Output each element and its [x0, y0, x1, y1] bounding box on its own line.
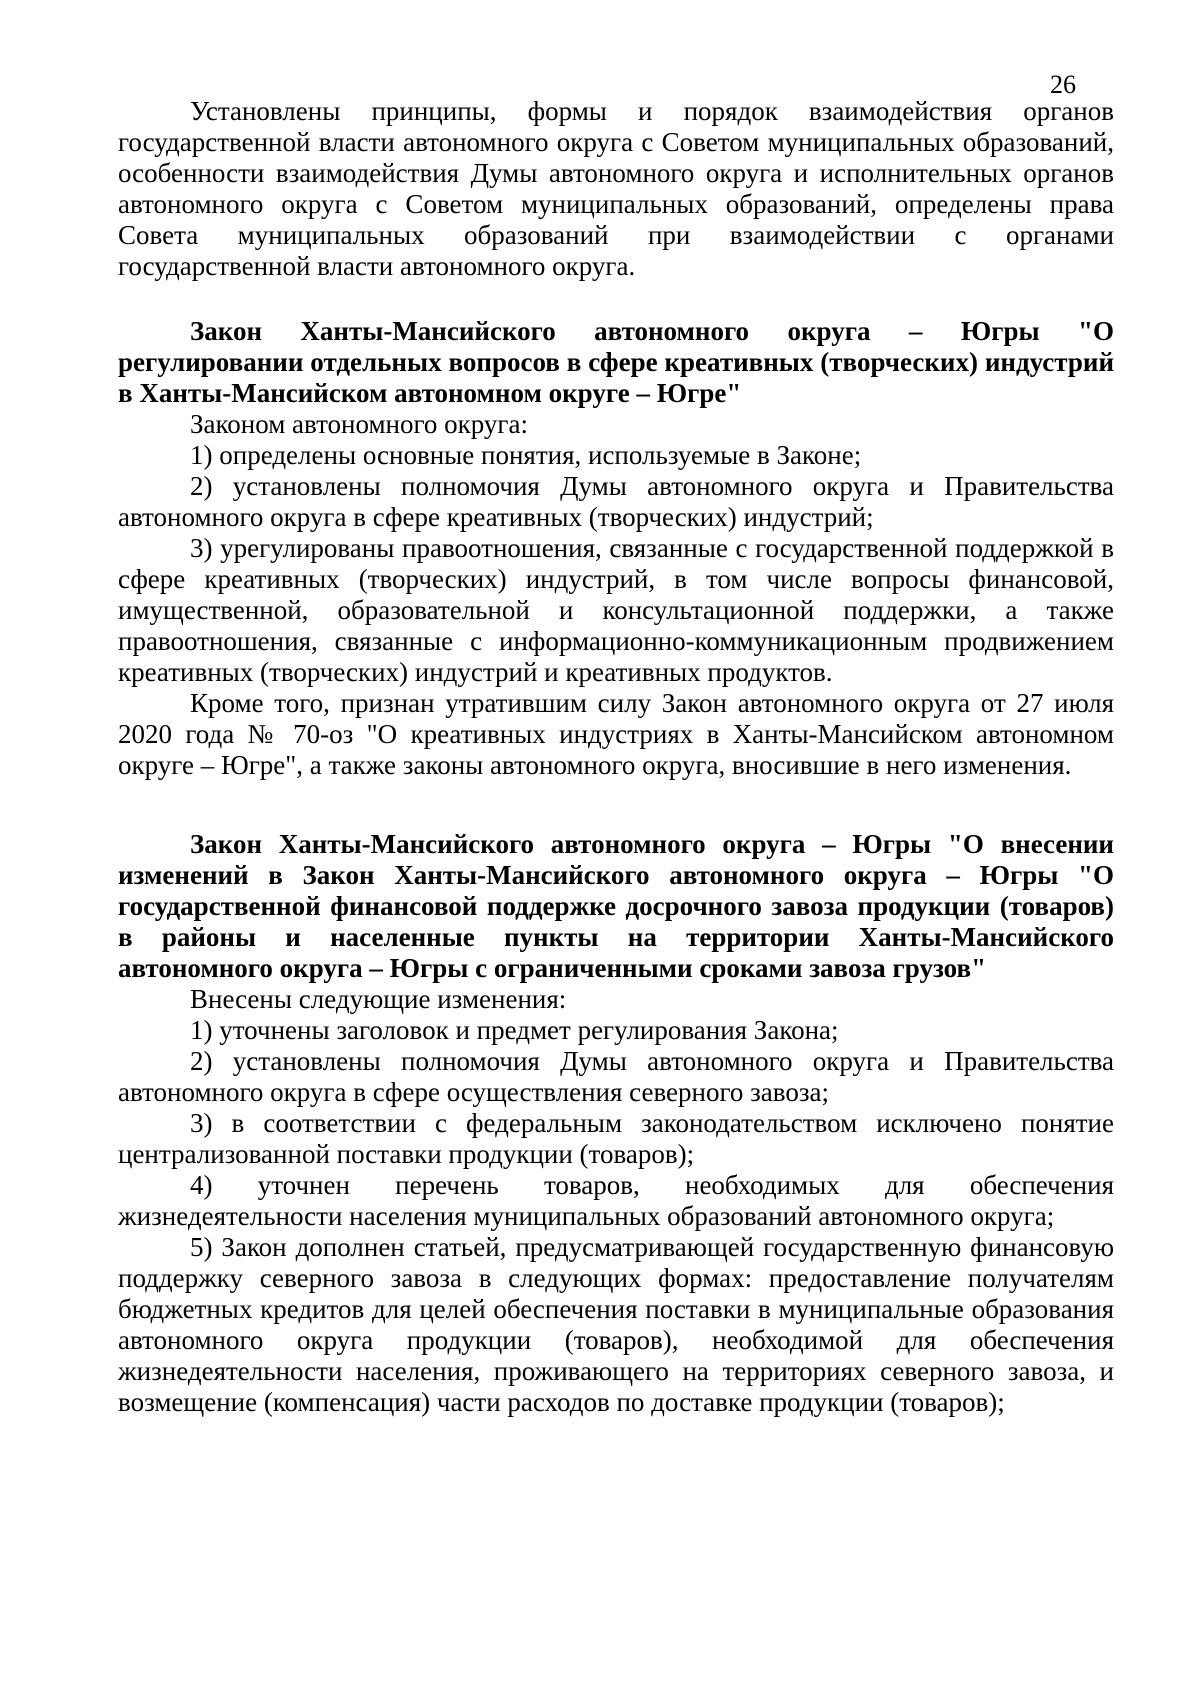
- list-item: 2) установлены полномочия Думы автономного округа и Правительства автономного округа в сфере креативных (творческих) индустрий;: [118, 471, 1114, 532]
- section-northern-delivery-law: [118, 829, 1114, 1418]
- law-note-repeal: Кроме того, признан утратившим силу Закон автономного округа от 27 июля 2020 года № 70-оз "О креативных индустриях в Ханты-Мансийском автономном округе – Югре", а также законы автономного округа, вносившие в него изменения.: [118, 688, 1114, 780]
- paragraph-council-interaction: Установлены принципы, формы и порядок взаимодействия органов государственной власти автономного округа с Советом муниципальных образований, особенности взаимодействия Думы автономного округа и исполнительных органов автономного округа с Советом муниципальных образований, определены права Совета муниципальных образований при взаимодействии с органами государственной власти автономного округа.: [118, 96, 1114, 281]
- list-item: 2) установлены полномочия Думы автономного округа и Правительства автономного округа в сфере осуществления северного завоза;: [118, 1046, 1114, 1107]
- section-gap: [118, 781, 1114, 829]
- list-item: 1) определены основные понятия, используемые в Законе;: [190, 440, 862, 470]
- list-item: 4) уточнен перечень товаров, необходимых для обеспечения жизнедеятельности населения муниципальных образований автономного округа;: [118, 1170, 1114, 1231]
- section-creative-industries-law: [118, 316, 1114, 781]
- list-item: 3) в соответствии с федеральным законодательством исключено понятие централизованной поставки продукции (товаров);: [118, 1108, 1114, 1169]
- list-item: 3) урегулированы правоотношения, связанные с государственной поддержкой в сфере креативных (творческих) индустрий, в том числе вопросы финансовой, имущественной, образовательной и консультационной поддержки, а также правоотношения, связанные с информационно-коммуникационным продвижением креативных (творческих) индустрий и креативных продуктов.: [118, 533, 1114, 687]
- page-number: 26: [1050, 70, 1076, 99]
- law-title-northern-delivery: Закон Ханты-Мансийского автономного округа – Югры "О внесении изменений в Закон Ханты-Мансийского автономного округа – Югры "О государственной финансовой поддержке досрочного завоза продукции (товаров) в районы и населенные пункты на территории Ханты-Мансийского автономного округа – Югры с ограниченными сроками завоза грузов": [118, 829, 1114, 983]
- law-title-creative-industries: Закон Ханты-Мансийского автономного округа – Югры "О регулировании отдельных вопросов в сфере креативных (творческих) индустрий в Ханты-Мансийском автономном округе – Югре": [118, 316, 1114, 408]
- list-item: 5) Закон дополнен статьей, предусматривающей государственную финансовую поддержку северного завоза в следующих формах: предоставление получателям бюджетных кредитов для целей обеспечения поставки в муниципальные образования автономного округа продукции (товаров), необходимой для обеспечения жизнедеятельности населения, проживающего на территориях северного завоза, и возмещение (компенсация) части расходов по доставке продукции (товаров);: [118, 1232, 1114, 1417]
- list-item: 1) уточнены заголовок и предмет регулирования Закона;: [190, 1015, 839, 1045]
- law-intro: Законом автономного округа:: [190, 409, 528, 439]
- page-content: [118, 96, 1114, 1418]
- law-intro: Внесены следующие изменения:: [190, 984, 567, 1014]
- section-gap: [118, 282, 1114, 316]
